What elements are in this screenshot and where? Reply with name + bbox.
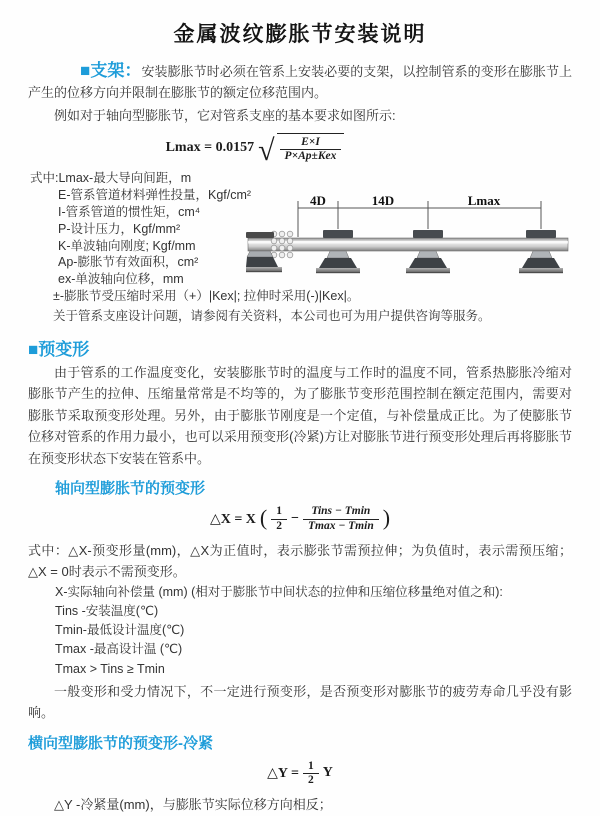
formula-lmax-lhs: Lmax = 0.0157 bbox=[165, 140, 255, 156]
definition-line: E-管系管道材料弹性投量，Kgf/cm² bbox=[58, 188, 252, 203]
formula-dy-rhs: Y bbox=[322, 765, 333, 781]
definition-line: Tmax -最高设计温 (℃) bbox=[55, 642, 183, 657]
pipe bbox=[248, 238, 568, 251]
formula-lmax-denominator: P×Ap±Kex bbox=[280, 149, 342, 163]
axial-subsection-heading: 轴向型膨胀节的预变形 bbox=[55, 480, 206, 498]
definition-line: Ap-膨胀节有效面积，cm² bbox=[58, 255, 199, 270]
pipe-support bbox=[316, 230, 360, 273]
close-paren: ) bbox=[382, 505, 391, 531]
pipe-highlight bbox=[248, 241, 568, 244]
formula-delta-y bbox=[28, 760, 572, 787]
formula-lmax-radicand bbox=[277, 133, 345, 163]
pipe-support bbox=[519, 230, 563, 273]
definition-line: P-设计压力，Kgf/mm² bbox=[58, 221, 181, 236]
support-paragraph-text: 安装膨胀节时必须在管系上安装必要的支架，以控制管系的变形在膨胀节上产生的位移方向并限制在膨胀节的额定位移范围内。 bbox=[28, 64, 572, 100]
definition-line: 式中:Lmax-最大导向间距，m bbox=[30, 171, 192, 186]
support-section-heading bbox=[54, 61, 141, 80]
fraction-denominator: Tmax − Tmin bbox=[303, 519, 379, 533]
definition-line: K-单波轴向刚度; Kgf/mm bbox=[58, 238, 196, 253]
definition-line: Tmin-最低设计温度(℃) bbox=[55, 623, 185, 638]
lateral-subsection-heading: 横向型膨胀节的预变形-冷紧 bbox=[28, 734, 213, 752]
dimension-label-lmax: Lmax bbox=[467, 193, 501, 208]
definition-line: ±-膨胀节受压缩时采用（+）|Kex|; 拉伸时采用(-)|Kex|。 bbox=[53, 289, 360, 304]
temperature-ratio-fraction bbox=[303, 505, 379, 532]
fraction-numerator: Tins − Tmin bbox=[311, 505, 371, 518]
formula-dy-lhs: △Y = bbox=[267, 765, 299, 781]
fraction-numerator: 1 bbox=[307, 759, 314, 772]
predeform-heading-label: 预变形 bbox=[38, 339, 90, 359]
support-heading-label: 支架： bbox=[90, 61, 142, 80]
section-marker-icon: ■ bbox=[80, 61, 91, 80]
one-half-fraction bbox=[271, 505, 287, 532]
axial-explain-paragraph: 式中：△X-预变形量(mm)，△X为正值时，表示膨张节需预拉伸；为负值时，表示需预压缩；△X = 0时表示不需预变形。 bbox=[28, 542, 572, 580]
page-title: 金属波纹膨胀节安装说明 bbox=[173, 23, 427, 46]
definition-line: X-实际轴向补偿量 (mm) (相对于膨胀节中间状态的拉伸和压缩位移量绝对值之和): bbox=[55, 584, 503, 599]
definition-line: I-管系管道的惯性矩，cm⁴ bbox=[58, 205, 201, 220]
open-paren: ( bbox=[259, 505, 268, 531]
minus-sign: − bbox=[290, 511, 299, 527]
support-example-line: 例如对于轴向型膨胀节，它对管系支座的基本要求如图所示: bbox=[54, 108, 396, 123]
definition-line: ex-单波轴向位移，mm bbox=[58, 272, 184, 287]
formula-lmax-fraction bbox=[280, 136, 342, 163]
dimension-label-4d: 4D bbox=[310, 193, 326, 208]
formula-dx-lhs: △X = X bbox=[209, 511, 256, 527]
sqrt-symbol: √ bbox=[258, 134, 275, 168]
axial-note-paragraph: 一般变形和受力情况下，不一定进行预变形，是否预变形对膨胀节的疲劳寿命几乎没有影响。 bbox=[28, 683, 572, 721]
definition-line: Tmax > Tins ≥ Tmin bbox=[55, 661, 165, 676]
fraction-denominator: 2 bbox=[271, 519, 287, 533]
support-paragraph bbox=[28, 60, 572, 103]
support-note-line: 关于管系支座设计问题，请参阅有关资料，本公司也可为用户提供咨询等服务。 bbox=[53, 308, 491, 323]
definition-line: Tins -安装温度(℃) bbox=[55, 603, 159, 618]
dimension-label-14d: 14D bbox=[371, 193, 395, 208]
axial-definitions-list bbox=[28, 583, 572, 679]
predeform-section-heading bbox=[28, 335, 572, 360]
pipe-support bbox=[406, 230, 450, 273]
one-half-fraction bbox=[303, 760, 319, 787]
predeform-paragraph: 由于管系的工作温度变化，安装膨胀节时的温度与工作时的温度不同，管系热膨胀冷缩对膨胀节产生的拉伸、压缩量常常是不均等的，为了膨胀节变形范围控制在额定范围内，需要对膨胀节采取预变形处理。另外，由于膨胀节刚度是一个定值，与补偿量成正比。为了使膨胀节位移对管系的作用力最小，也可以采用预变形(冷紧)方让对膨胀节进行预变形处理后再将膨胀节在预变形状态下安装在管系中。 bbox=[28, 364, 572, 466]
formula-lmax-numerator: E×I bbox=[301, 136, 320, 148]
formula-delta-x bbox=[28, 505, 572, 532]
section-marker-icon: ■ bbox=[28, 339, 39, 359]
formula-lmax bbox=[28, 133, 482, 168]
fraction-numerator: 1 bbox=[276, 505, 282, 518]
pipe-support-diagram bbox=[246, 192, 598, 294]
fraction-denominator: 2 bbox=[303, 773, 319, 787]
lateral-note-line: △Y -冷紧量(mm)，与膨胀节实际位移方向相反； bbox=[54, 797, 332, 813]
